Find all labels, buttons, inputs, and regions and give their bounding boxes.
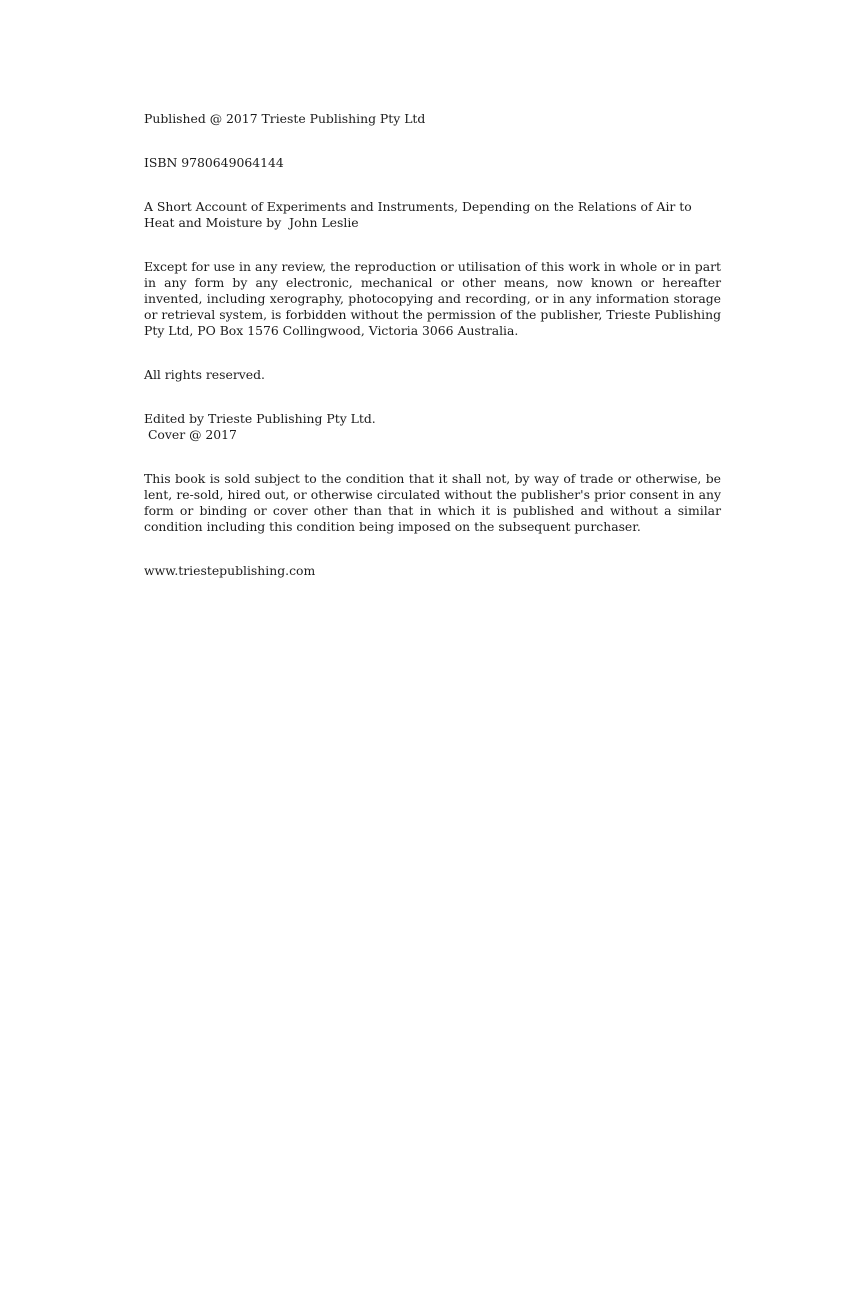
cover-line: Cover @ 2017: [144, 427, 237, 442]
copyright-block: [144, 111, 721, 607]
edited-by-line: Edited by Trieste Publishing Pty Ltd.: [144, 411, 376, 426]
website-link[interactable]: www.triestepublishing.com: [144, 563, 316, 578]
website-line: [144, 563, 721, 579]
book-title-line: A Short Account of Experiments and Instruments, Depending on the Relations of Air to Heat and Moisture by John Leslie: [144, 199, 696, 230]
edited-by-block: [144, 411, 721, 443]
published-line: Published @ 2017 Trieste Publishing Pty Ltd: [144, 111, 426, 126]
isbn-line: ISBN 9780649064144: [144, 155, 284, 170]
all-rights-reserved: All rights reserved.: [144, 367, 265, 382]
sale-condition-notice: This book is sold subject to the condition that it shall not, by way of trade or otherwise, be lent, re-sold, hired out, or otherwise circulated without the publisher's prior consent in any form or binding or cover other than that in which it is published and without a similar condition including this condition being imposed on the subsequent purchaser.: [144, 471, 721, 534]
rights-notice: Except for use in any review, the reproduction or utilisation of this work in whole or in part in any form by any electronic, mechanical or other means, now known or hereafter invented, including xerography, photocopying and recording, or in any information storage or retrieval system, is forbidden without the permission of the publisher, Trieste Publishing Pty Ltd, PO Box 1576 Collingwood, Victoria 3066 Australia.: [144, 259, 721, 338]
